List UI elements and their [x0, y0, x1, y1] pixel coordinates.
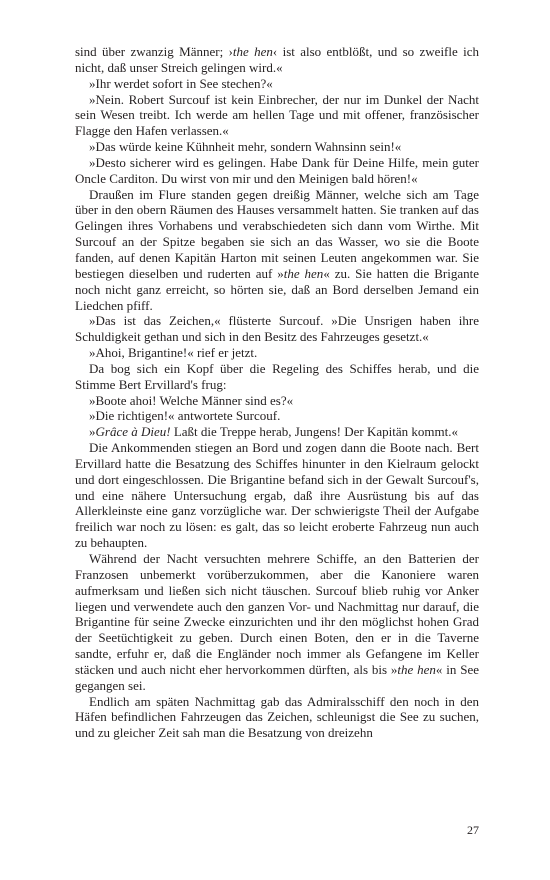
text-run: »Desto sicherer wird es gelingen. Habe Dank für Deine Hilfe, mein guter Oncle Carditon. Du wirst von mir und den Meinigen bald hören!« — [75, 154, 479, 186]
paragraph — [75, 393, 479, 409]
page-number: 27 — [467, 823, 479, 837]
text-run: »Das ist das Zeichen,« flüsterte Surcouf. »Die Unsrigen haben ihre Schuldigkeit gethan und sich in den Besitz des Fahrzeuges gesetzt.« — [75, 313, 479, 345]
italic-text: the hen — [232, 44, 273, 59]
paragraph — [75, 345, 479, 361]
text-run: Laßt die Treppe herab, Jungens! Der Kapitän kommt.« — [170, 424, 458, 440]
text-run: « in See gegangen sei. — [75, 661, 479, 693]
paragraph — [75, 76, 479, 92]
paragraph — [75, 408, 479, 424]
text-run: sind über zwanzig Männer; › — [75, 44, 233, 59]
text-run: Da bog sich ein Kopf über die Regeling des Schiffes herab, und die Stimme Bert Ervillard's frug: — [75, 360, 479, 392]
text-run: »Ihr werdet sofort in See stechen?« — [89, 75, 273, 91]
paragraph — [75, 187, 479, 314]
text-run: »Die richtigen!« antwortete Surcouf. — [89, 408, 281, 424]
text-run: Während der Nacht versuchten mehrere Schiffe, an den Batterien der Franzosen unbemerkt vorüberzukommen, aber die Kanoniere waren aufmerksam und ließen sich nicht täuschen. Surcouf blieb ruhig vor Anker liegen und verwendete auch den ganzen Vor- und Nachmittag nur darauf, die Brigantine für seine Zwecke einzurichten und ihr den möglichst hohen Grad der Seetüchtigkeit zu geben. Durch einen Boten, den er in die Taverne sandte, erfuhr er, daß die Engländer noch immer als Gefangene im Keller stäcken und auch nicht eher hervorkommen dürften, als bis » — [75, 551, 479, 677]
paragraph — [75, 440, 479, 551]
italic-text: Grâce à Dieu! — [95, 424, 171, 440]
paragraph — [75, 694, 479, 742]
paragraph — [75, 424, 479, 440]
paragraph — [75, 139, 479, 155]
paragraph — [75, 155, 479, 187]
paragraph — [75, 313, 479, 345]
text-run: » — [89, 424, 96, 440]
italic-text: the hen — [283, 265, 324, 281]
text-run: »Nein. Robert Surcouf ist kein Einbrecher, der nur im Dunkel der Nacht sein Wesen treibt. Ich werde am hellen Tage und mit offener, französischer Flagge den Hafen verlassen.« — [75, 91, 479, 139]
text-run: »Ahoi, Brigantine!« rief er jetzt. — [89, 345, 258, 361]
body-text — [75, 44, 479, 741]
text-run: Draußen im Flure standen gegen dreißig Männer, welche sich am Tage über in den obern Räumen des Hauses versammelt hatten. Sie tranken auf das Gelingen ihres Vorhabens und verabschiedeten sich dann vom Wirthe. Mit Surcouf an der Spitze begaben sie sich an das Wasser, wo sie die Boote fanden, auf denen Kapitän Harton mit seinen Leuten angekommen war. Sie bestiegen dieselben und ruderten auf » — [75, 186, 479, 281]
text-run: »Boote ahoi! Welche Männer sind es?« — [89, 392, 294, 408]
italic-text: the hen — [397, 661, 436, 677]
text-run: »Das würde keine Kühnheit mehr, sondern Wahnsinn sein!« — [89, 139, 402, 155]
text-run: ‹ ist also entblößt, und so zweifle ich nicht, daß unser Streich gelingen wird.« — [75, 44, 480, 75]
paragraph — [75, 44, 479, 76]
text-run: « zu. Sie hatten die Brigante noch nicht ganz erreicht, so hörten sie, daß an Bord derselben Jemand ein Liedchen pfiff. — [75, 265, 479, 313]
text-run: Die Ankommenden stiegen an Bord und zogen dann die Boote nach. Bert Ervillard hatte die Besatzung des Schiffes hinunter in den Kielraum gelockt und dort eingeschlossen. Die Brigantine befand sich in der Gewalt Surcouf's, und eine nähere Untersuchung ergab, daß ihre Ausrüstung bis auf das Allerkleinste eine ganz vorzügliche war. Der schwierigste Theil der Aufgabe freilich war noch zu lösen: es galt, das so leicht eroberte Fahrzeug nun auch zu behaupten. — [75, 440, 479, 551]
paragraph — [75, 92, 479, 140]
text-run: Endlich am späten Nachmittag gab das Admiralsschiff den noch in den Häfen befindlichen Fahrzeugen das Zeichen, schleunigst die See zu suchen, und zu gleicher Zeit sah man die Besatzung von dreizehn — [75, 693, 479, 741]
paragraph — [75, 361, 479, 393]
paragraph — [75, 551, 479, 694]
